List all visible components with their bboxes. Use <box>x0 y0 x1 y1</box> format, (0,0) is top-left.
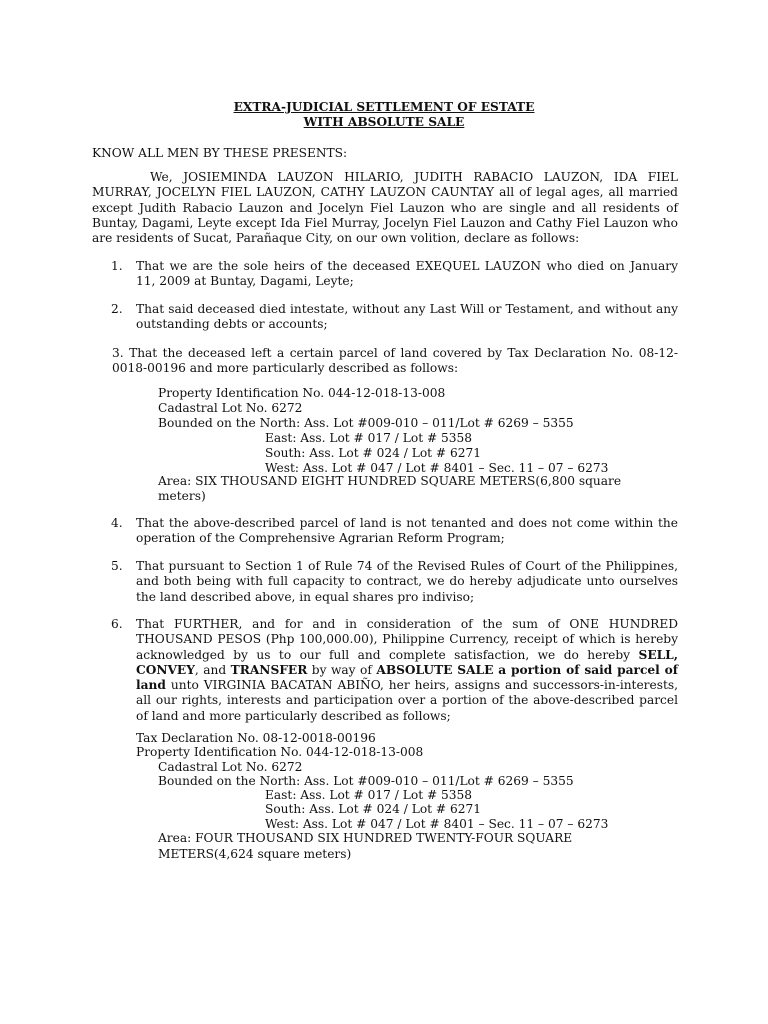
property1-east: East: Ass. Lot # 017 / Lot # 5358 <box>265 431 473 445</box>
item-3-text: 3. That the deceased left a certain parcel of land covered by Tax Declaration No. 08-12-0018-00196 and more particularly described as follows: <box>112 346 678 376</box>
item-6-transfer: TRANSFER <box>230 662 308 677</box>
item-6-absolute-sale: ABSOLUTE SALE a portion of said parcel of land <box>136 662 678 693</box>
property2-west: West: Ass. Lot # 047 / Lot # 8401 – Sec. 11 – 07 – 6273 <box>265 817 609 831</box>
item-6-part-c: by way of <box>307 662 377 677</box>
property2-area-cont: METERS(4,624 square meters) <box>158 847 352 861</box>
item-6-part-b: , and <box>194 662 231 677</box>
property1-area-cont: meters) <box>158 489 206 503</box>
property2-tax-declaration: Tax Declaration No. 08-12-0018-00196 <box>136 731 376 745</box>
item-5-text: That pursuant to Section 1 of Rule 74 of the Revised Rules of Court of the Philippines, and both being with full capacity to contract, we do hereby adjudicate unto ourselves the land described above, in equal shares pro indiviso; <box>136 559 678 604</box>
property1-north: Bounded on the North: Ass. Lot #009-010 – 011/Lot # 6269 – 5355 <box>158 416 574 430</box>
item-number-5: 5. <box>111 559 123 573</box>
property1-west: West: Ass. Lot # 047 / Lot # 8401 – Sec. 11 – 07 – 6273 <box>265 461 609 475</box>
item-2-text: That said deceased died intestate, without any Last Will or Testament, and without any outstanding debts or accounts; <box>136 302 678 332</box>
item-4-text: That the above-described parcel of land is not tenanted and does not come within the operation of the Comprehensive Agrarian Reform Program; <box>136 516 678 546</box>
property1-south: South: Ass. Lot # 024 / Lot # 6271 <box>265 446 482 460</box>
property1-area: Area: SIX THOUSAND EIGHT HUNDRED SQUARE METERS(6,800 square <box>158 474 622 488</box>
property2-south: South: Ass. Lot # 024 / Lot # 6271 <box>265 802 482 816</box>
item-number-1: 1. <box>111 259 123 273</box>
title-line-1: EXTRA-JUDICIAL SETTLEMENT OF ESTATE <box>233 100 535 114</box>
property2-east: East: Ass. Lot # 017 / Lot # 5358 <box>265 788 473 802</box>
item-number-6: 6. <box>111 617 123 631</box>
item-1-text: That we are the sole heirs of the deceased EXEQUEL LAUZON who died on January 11, 2009 at Buntay, Dagami, Leyte; <box>136 259 678 289</box>
item-6-text <box>136 617 678 724</box>
property2-lot: Cadastral Lot No. 6272 <box>158 760 303 774</box>
property2-area: Area: FOUR THOUSAND SIX HUNDRED TWENTY-FOUR SQUARE <box>158 831 573 845</box>
property1-pin: Property Identification No. 044-12-018-13-008 <box>158 386 446 400</box>
title-line-2: WITH ABSOLUTE SALE <box>303 115 465 129</box>
property2-north: Bounded on the North: Ass. Lot #009-010 – 011/Lot # 6269 – 5355 <box>158 774 574 788</box>
property2-pin: Property Identification No. 044-12-018-13-008 <box>136 745 424 759</box>
item-number-4: 4. <box>111 516 123 530</box>
item-6-sell-convey: SELL, CONVEY <box>136 647 678 677</box>
know-all-men: KNOW ALL MEN BY THESE PRESENTS: <box>92 146 348 160</box>
item-6-part-d: unto VIRGINIA BACATAN ABIÑO, her heirs, assigns and successors-in-interests, all our rights, interests and participation over a portion of the above-described parcel of land and more particularly described as follows; <box>136 678 678 723</box>
document-title <box>0 100 768 130</box>
item-number-2: 2. <box>111 302 123 316</box>
item-6-part-a: That FURTHER, and for and in consideration of the sum of ONE HUNDRED THOUSAND PESOS (Php 100,000.00), Philippine Currency, receipt of which is hereby acknowledged by us to our full and complete satisfaction, we do hereby <box>136 617 678 662</box>
property1-lot: Cadastral Lot No. 6272 <box>158 401 303 415</box>
intro-paragraph: We, JOSIEMINDA LAUZON HILARIO, JUDITH RABACIO LAUZON, IDA FIEL MURRAY, JOCELYN FIEL LAUZON, CATHY LAUZON CAUNTAY all of legal ages, all married except Judith Rabacio Lauzon and Jocelyn Fiel Lauzon who are single and all residents of Buntay, Dagami, Leyte except Ida Fiel Murray, Jocelyn Fiel Lauzon and Cathy Fiel Lauzon who are residents of Sucat, Parañaque City, on our own volition, declare as follows: <box>92 170 678 246</box>
